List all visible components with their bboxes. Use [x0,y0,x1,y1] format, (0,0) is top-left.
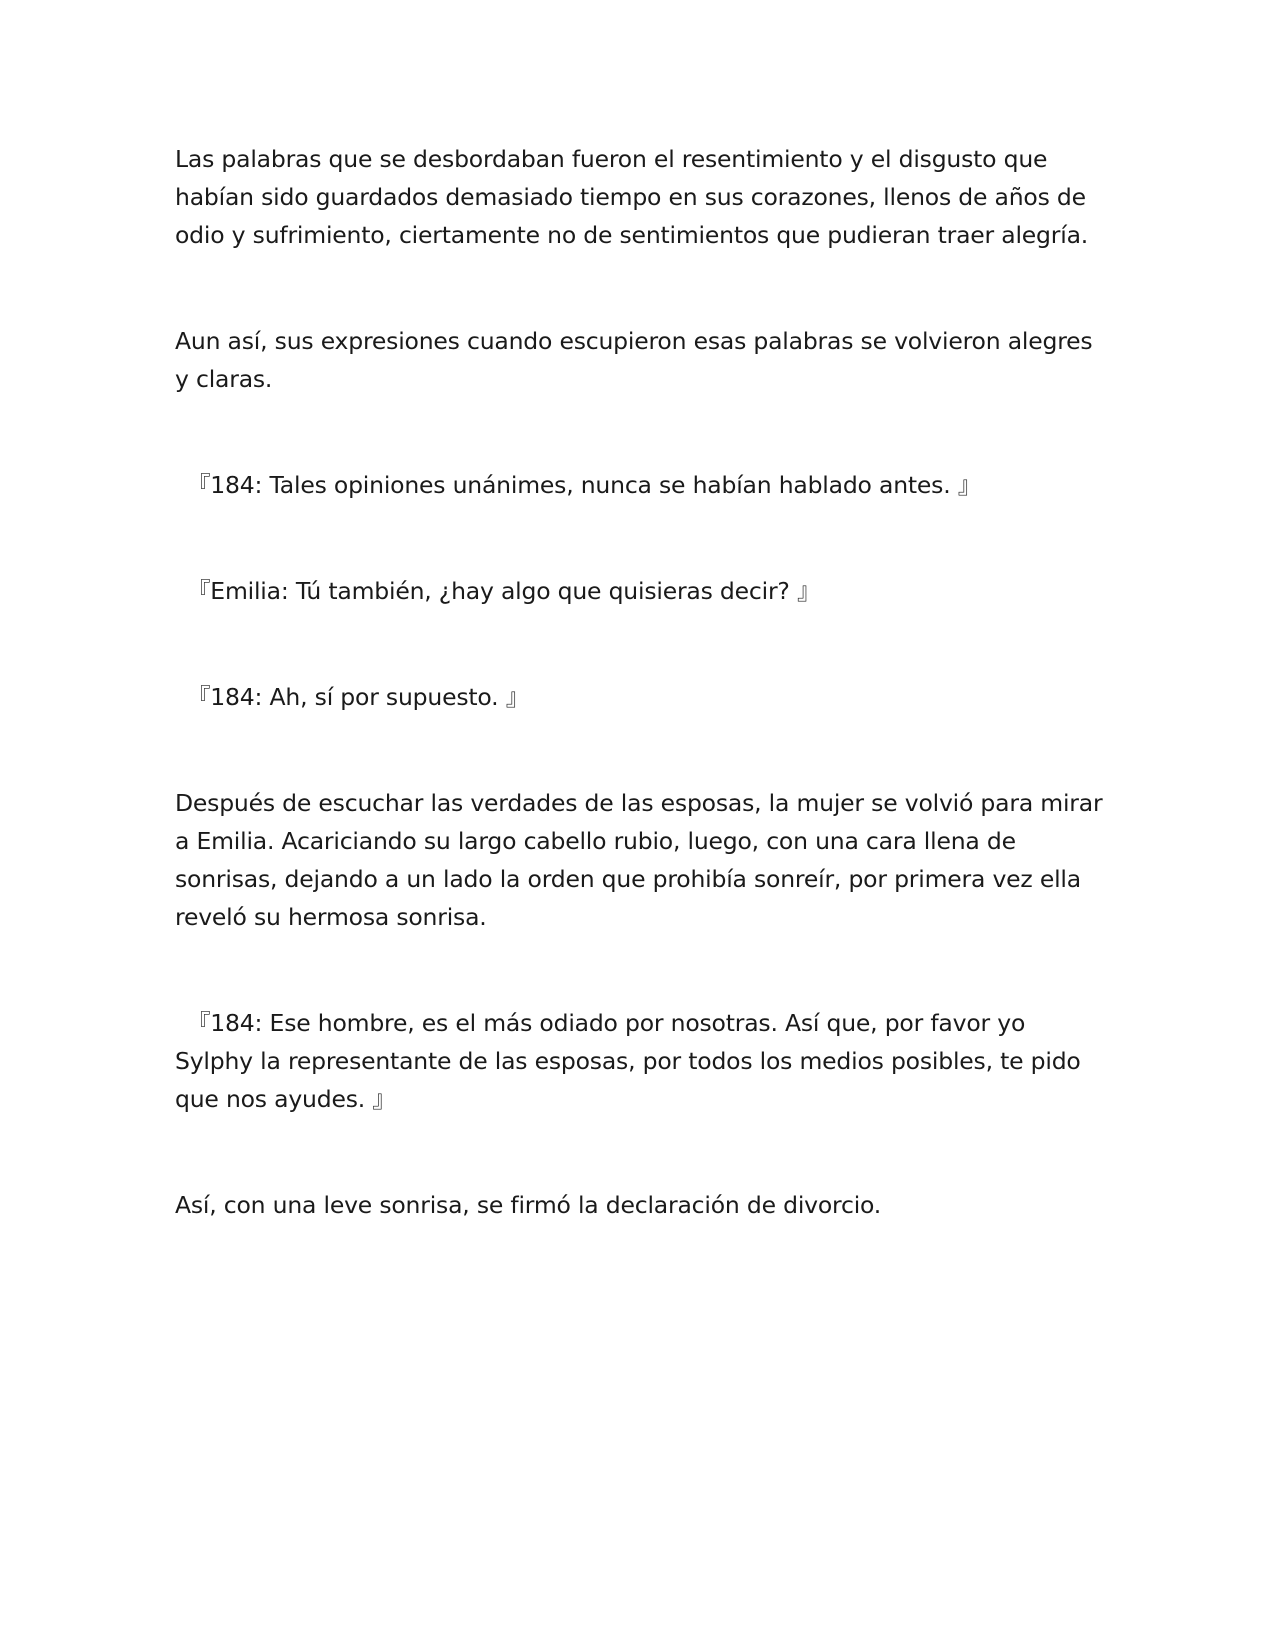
document-body [175,140,1105,1224]
paragraph-divorce: Así, con una leve sonrisa, se firmó la declaración de divorcio. [175,1191,882,1219]
paragraph-smile: Después de escuchar las verdades de las esposas, la mujer se volvió para mirar a Emilia. Acariciando su largo cabello rubio, luego, con una cara llena de sonrisas, dejando a un lado la orden que prohibía sonreír, por primera vez ella reveló su hermosa sonrisa. [175,789,1103,931]
dialogue-184-of-course: 『184: Ah, sí por supuesto. 』 [187,683,529,711]
paragraph-resentment: Las palabras que se desbordaban fueron el resentimiento y el disgusto que habían sido guardados demasiado tiempo en sus corazones, llenos de años de odio y sufrimiento, ciertamente no de sentimientos que pudieran traer alegría. [175,145,1089,249]
dialogue-emilia-question: 『Emilia: Tú también, ¿hay algo que quisieras decir? 』 [187,577,821,605]
dialogue-184-unanimous: 『184: Tales opiniones unánimes, nunca se habían hablado antes. 』 [187,471,982,499]
dialogue-184-request: 『184: Ese hombre, es el más odiado por nosotras. Así que, por favor yo Sylphy la representante de las esposas, por todos los medios posibles, te pido que nos ayudes. 』 [175,1009,1081,1113]
paragraph-expressions: Aun así, sus expresiones cuando escupieron esas palabras se volvieron alegres y claras. [175,327,1093,393]
